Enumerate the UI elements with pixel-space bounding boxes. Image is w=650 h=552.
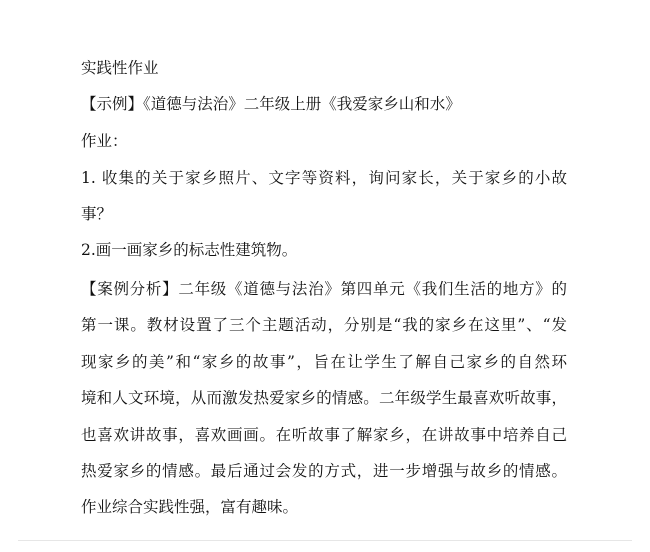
analysis-line: 作业综合实践性强，富有趣味。 xyxy=(81,498,299,516)
analysis-line: 第一课。教材设置了三个主题活动，分别是“我的家乡在这里”、“发 xyxy=(81,316,567,334)
analysis-line: 境和人文环境，从而激发热爱家乡的情感。二年级学生最喜欢听故事， xyxy=(81,389,567,407)
homework-item-1-line-2: 事？ xyxy=(81,205,113,223)
analysis-line: 热爱家乡的情感。最后通过会发的方式，进一步增强与故乡的情感。 xyxy=(81,462,567,480)
homework-label: 作业： xyxy=(81,132,128,150)
example-line: 【示例】《道德与法治》二年级上册《我爱家乡山和水》 xyxy=(81,95,461,113)
analysis-line: 【案例分析】二年级《道德与法治》第四单元《我们生活的地方》的 xyxy=(81,280,567,298)
analysis-line: 也喜欢讲故事，喜欢画画。在听故事了解家乡，在讲故事中培养自己 xyxy=(81,426,567,444)
page-divider xyxy=(18,540,632,541)
homework-item-2: 2.画一画家乡的标志性建筑物。 xyxy=(81,241,298,259)
homework-item-1-line-1: 1. 收集的关于家乡照片、文字等资料，询问家长，关于家乡的小故 xyxy=(81,169,567,187)
section-heading: 实践性作业 xyxy=(81,59,159,77)
analysis-line: 现家乡的美”和“家乡的故事”，旨在让学生了解自己家乡的自然环 xyxy=(81,353,567,371)
